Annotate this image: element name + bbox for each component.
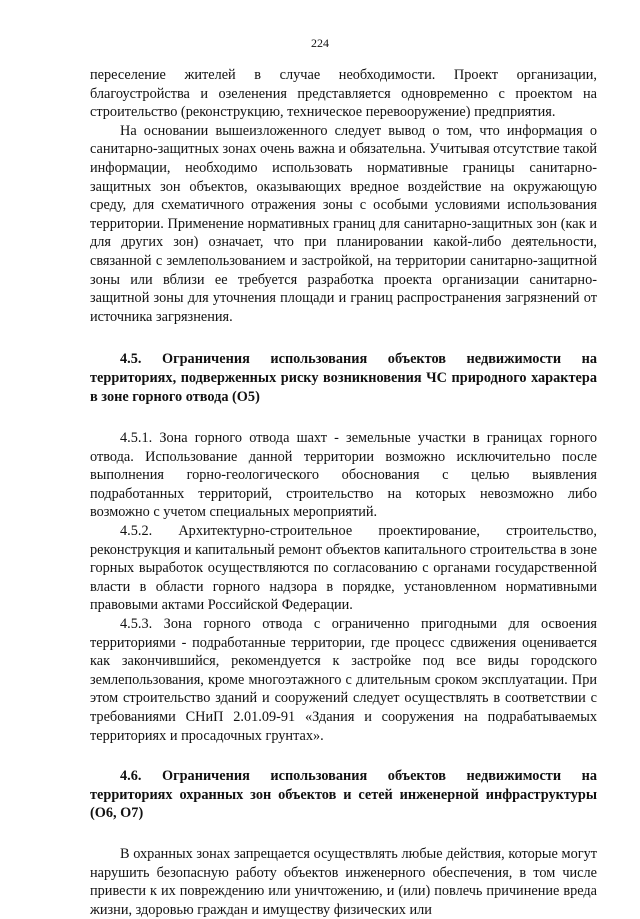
section-heading-4-6: 4.6. Ограничения использования объектов недвижимости на территориях охранных зон объектов и сетей инженерной инфраструктуры (О6, О7) xyxy=(90,768,597,822)
paragraph-4-5-3: 4.5.3. Зона горного отвода с ограниченно пригодными для освоения территориями - подработанные территории, где процесс сдвижения оценивается как закончившийся, рекомендуется к застройке под все виды городского землепользования, кроме многоэтажного с длительным сроком эксплуатации. При этом строительство зданий и сооружений следует осуществлять в соответствии с требованиями СНиП 2.01.09-91 «Здания и сооружения на подрабатываемых территориях и просадочных грунтах». xyxy=(90,616,597,744)
paragraph-continuation: переселение жителей в случае необходимости. Проект организации, благоустройства и озеленения представляется одновременно с проектом на строительство (реконструкцию, техническое перевооружение) предприятия. xyxy=(90,67,597,121)
document-body xyxy=(90,66,597,919)
section-heading-4-5: 4.5. Ограничения использования объектов недвижимости на территориях, подверженных риску возникновения ЧС природного характера в зоне горного отвода (О5) xyxy=(90,351,597,405)
paragraph-conclusion: На основании вышеизложенного следует вывод о том, что информация о санитарно-защитных зонах очень важна и обязательна. Учитывая отсутствие такой информации, необходимо использовать нормативные границы санитарно-защитных зон объектов, оказывающих вредное воздействие на окружающую среду, для схематичного отражения зоны с особыми условиями использования территории. Применение нормативных границ для санитарно-защитных зон (как и для других зон) означает, что при планировании какой-либо деятельности, связанной с землепользованием и застройкой, на территории санитарно-защитной зоны или вблизи ее требуется разработка проекта организации санитарно-защитной зоны для уточнения площади и границ распространения загрязнений от источника загрязнения. xyxy=(90,122,597,325)
paragraph-4-5-1: 4.5.1. Зона горного отвода шахт - земельные участки в границах горного отвода. Использование данной территории возможно исключительно после выполнения горно-геологического обоснования с целью выявления подработанных территорий, строительство на которых невозможно либо возможно с учетом специальных мероприятий. xyxy=(90,430,597,521)
paragraph-4-6-intro: В охранных зонах запрещается осуществлять любые действия, которые могут нарушить безопасную работу объектов инженерного обеспечения, в том числе привести к их повреждению или уничтожению, и (или) повлечь причинение вреда жизни, здоровью граждан и имуществу физических или xyxy=(90,845,597,918)
paragraph-4-5-2: 4.5.2. Архитектурно-строительное проектирование, строительство, реконструкция и капитальный ремонт объектов капитального строительства в зоне горных выработок осуществляются по согласованию с органами государственной власти в области горного надзора в порядке, установленном нормативными правовыми актами Российской Федерации. xyxy=(90,523,597,614)
page-number: 224 xyxy=(311,36,329,50)
